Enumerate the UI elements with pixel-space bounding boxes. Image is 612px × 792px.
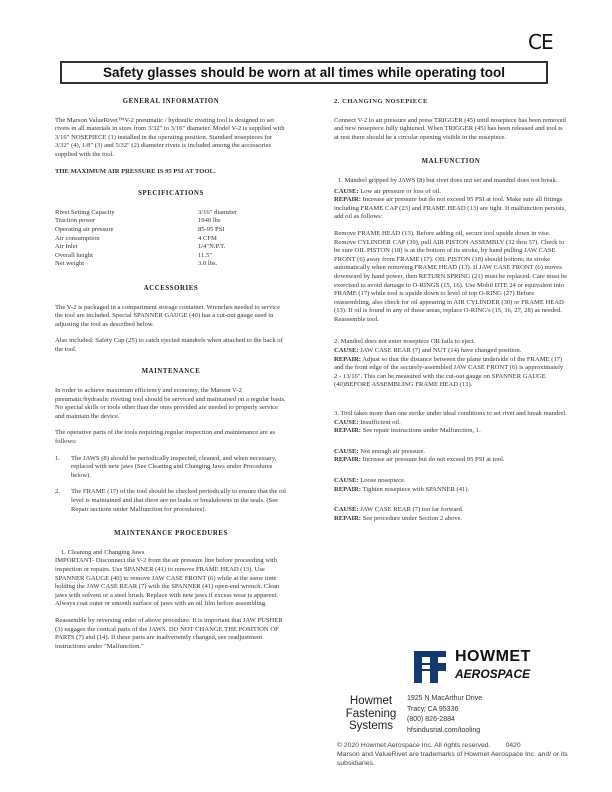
spec-row: Overall height 11.5": [55, 251, 212, 259]
general-text: The Marson ValueRivet™V-2 pneumatic / hydraulic riveting tool is designed to set rivets in all materials in sizes from 3/32" to 3/16" diameter. Model V-2 is supplied with 3/16" NOSEPIECE (1) installed in the operating position. Standard nosepieces for 3/32" (4), 1/8" (3) and 5/32" (2) diameter rivets is included among the accessories supplied with the tool.: [55, 116, 285, 158]
spec-row: Operating air pressure 85-95 PSI: [55, 225, 225, 233]
malfunction-5-cause: CAUSE: Loose nosepiece.: [334, 477, 406, 484]
malfunction-3-cause: CAUSE: Insufficient oil.: [334, 418, 401, 426]
ce-mark: CE: [528, 30, 553, 54]
logo-word-aerospace: AEROSPACE: [455, 667, 531, 681]
left-column: [55, 98, 287, 659]
nosepiece-heading: 2. CHANGING NOSEPIECE: [334, 98, 428, 105]
list-item: 1. The JAWS (8) should be periodically inspected, cleaned, and when necessary, replaced with new jaws (See Cleaning and Changing Jaws under Procedures below).: [55, 454, 277, 479]
malfunction-3-title: 3. Tool takes more than one stroke under ideal conditions to set rivet and break mandrel.: [334, 410, 567, 418]
malfunction-4-cause: CAUSE: Not enough air pressure.: [334, 447, 426, 455]
spec-row: Air consumption 4 CFM: [55, 234, 217, 242]
malfunction-6-cause: CAUSE: JAW CASE REAR (7) too far forward.: [334, 506, 464, 514]
procedure-reassemble: Reassemble by reversing order of above procedure. It is important that JAW PUSHER (3) engages the conical parts of the JAWS. DO NOT CHANGE THE POSITION OF PARTS (7) and (14). If these parts are inadvertently changed, see readjustment instructions under "Malfunction.": [55, 616, 283, 650]
safety-banner: Safety glasses should be worn at all times while operating tool: [60, 61, 548, 84]
right-column: [334, 98, 568, 523]
malfunction-2-cause: CAUSE: JAW CASE REAR (7) and NUT (14) have changed position.: [334, 347, 522, 355]
spec-row: Rivet Setting Capacity 3/16" diameter: [55, 208, 238, 216]
malfunction-1-cause: CAUSE: Low air pressure or loss of oil.: [334, 187, 441, 195]
malfunction-1-title: 1. Mandrel gripped by JAWS (8) but rivet does not set and mandrel does not break.: [338, 176, 558, 184]
copyright-notice: © 2020 Howmet Aerospace Inc. All rights reserved. 0420 Marson and ValueRivet are trademarks of Howmet Aerospace Inc. and/ or its subsidiaries.: [337, 742, 568, 767]
specs-heading: SPECIFICATIONS: [138, 190, 204, 198]
malfunction-4-repair: REPAIR: Increase air pressure but do not exceed 95 PSI at tool.: [334, 456, 505, 464]
accessories-text: The V-2 is packaged in a compartment storage container. Wrenches needed to service the tool are included. Special SPANNER GAUGE (40) has a cut-out gauge used in adjusting the tool as described below.: [55, 303, 280, 328]
nosepiece-text: Connect V-2 to air pressure and press TRIGGER (45) until nosepiece has been removed and new nosepiece fully tightened. When TRIGGER (45) has been released and tool is at rest there should be a circular opening visible in the nosepiece.: [334, 116, 566, 141]
hfs-wordmark: Howmet Fastening Systems: [345, 695, 397, 732]
procedures-heading: MAINTENANCE PROCEDURES: [114, 530, 228, 538]
address-block: 1925 N MacArthur Drive Tracy, CA 95336 (800) 826-2884 hfsindusrial.com/tooling: [407, 695, 483, 734]
maintenance-heading: MAINTENANCE: [141, 368, 201, 376]
max-pressure-note: THE MAXIMUM AIR PRESSURE IS 95 PSI AT TOOL.: [55, 167, 216, 175]
howmet-logo-icon: [410, 649, 450, 685]
malfunction-5-repair: REPAIR: Tighten nosepiece with SPANNER (41).: [334, 485, 470, 493]
spec-row: Air Inlet 1/4"N.P.T.: [55, 243, 226, 251]
maintenance-text: In order to achieve maximum efficiency and economy, the Marson V-2 pneumatic/hydraulic riveting tool should be serviced and maintained on a regular basis. No special skills or tools other than the ones provided are needed to properly service and maintain the device.: [55, 387, 286, 420]
spec-row: Net weight 3.0 lbs.: [55, 260, 218, 268]
accessories-safety-cap: Also included: Safety Cap (25) to catch ejected mandrels when attached to the back of the tool.: [55, 337, 283, 353]
general-heading: GENERAL INFORMATION: [122, 98, 220, 105]
malfunction-heading: MALFUNCTION: [421, 158, 481, 166]
maintenance-parts-intro: The operative parts of the tools requiring regular inspection and maintenance are as follows:: [55, 429, 276, 446]
procedure-title: 1. Cleaning and Changing Jaws: [61, 548, 145, 556]
specs-table: [55, 209, 287, 269]
malfunction-1-repair: REPAIR: Increase air pressure but do not exceed 95 PSI at tool. Make sure all fittings including FRAME CAP (23) and FRAME HEAD (13) are tight. If malfunction persists, add oil as follows:: [334, 196, 566, 221]
accessories-heading: ACCESSORIES: [143, 284, 199, 292]
malfunction-2-title: 2. Mandrel does not enter nosepiece OR fails to eject.: [334, 338, 476, 346]
procedure-important: IMPORTANT- Disconnect the V-2 from the air pressure line before proceeding with inspection or repairs. Use SPANNER (41) to remove FRAME HEAD (13). Use SPANNER GAUGE (40) to remove JAW CASE FRONT (6) while at the same time holding the JAW CASE REAR (7) with the SPANNER (41) open-end wrench. Clean jaws with solvent or a steel brush. Replace with new jaws if excess wear is apparent. Always coat outer or smooth surface of jaws with an oil film before assembling.: [55, 557, 280, 608]
spec-row: Traction power 1940 lbs: [55, 217, 221, 225]
list-item: 2. The FRAME (17) of the tool should be checked periodically to ensure that the oil level is maintained and that there are no leaks or breakdowns in the seals. (See Repair sections under Malfunction for procedures).: [55, 488, 286, 513]
logo-word-howmet: HOWMET: [455, 648, 531, 665]
malfunction-1-oil-procedure: Remove FRAME HEAD (13). Before adding oil, secure tool upside down in vise. Remove CYLINDER CAP (39), pull AIR PISTON ASSEMBLY (32 thru 37). Check to be sure OIL PISTON (18) is at the bottom of its stroke, by hand pulling JAW CASE FRONT (6) away from FRAME (17). OIL PISTON (18) should bottom; its stroke automatically when removing FRAME HEAD (13). If JAW CASE FRONT (6) moves downward by hand power, then RETURN SPRING (21) must be replaced. Care must be exercised to avoid damage to O-RINGS (15, 16). Use Mobil DTE 24 or equivalent into FRAME (17) while tool is upside down to level of top O-RING (27) Before reassembling, also check for oil appearing in AIR CYLINDER (30) or FRAME HEAD (13). If oil is found in any of these areas, replace O-RING's (15, 16, 27, 28) as needed. Reassemble tool.: [334, 229, 568, 323]
malfunction-3-repair: REPAIR: See repair instructions under Malfunction, 1.: [334, 427, 481, 435]
malfunction-6-repair: REPAIR: See procedure under Section 2 above.: [334, 514, 463, 522]
malfunction-2-repair: REPAIR: Adjust so that the distance between the plane underside of the FRAME (17) and the front edge of the securely-assembled JAW CASE FRONT (6) is approximately 2 - 13/16". This can be measured with the cut-out gauge on SPANNER GAUGE (40)BEFORE ASSEMBLING FRAME HEAD (13).: [334, 355, 564, 389]
